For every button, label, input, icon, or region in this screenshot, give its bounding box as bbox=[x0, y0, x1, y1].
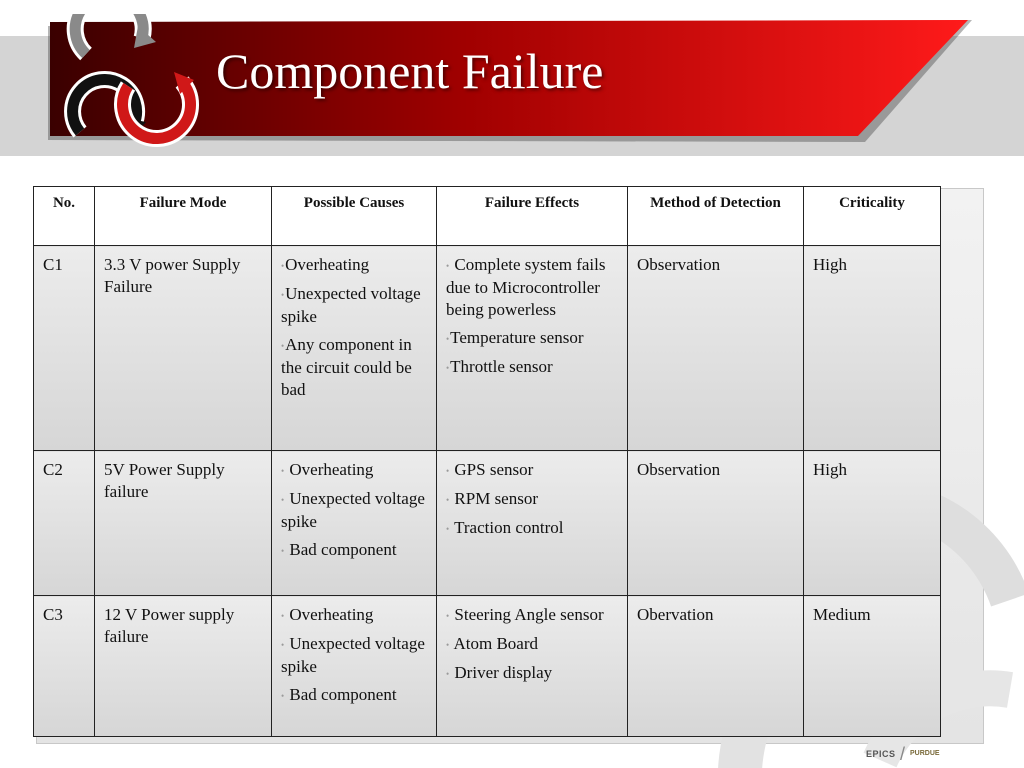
cell-possible-causes bbox=[272, 596, 437, 737]
cell-criticality: High bbox=[804, 451, 941, 596]
cause-item: • Bad component bbox=[281, 540, 397, 560]
cause-item: •Overheating bbox=[281, 255, 370, 274]
table-row bbox=[34, 246, 941, 451]
table-row bbox=[34, 451, 941, 596]
cell-failure-effects bbox=[437, 451, 628, 596]
slash-icon: / bbox=[900, 744, 906, 764]
cell-no: C3 bbox=[34, 596, 95, 737]
effect-item: •Temperature sensor bbox=[446, 328, 584, 348]
header-no: No. bbox=[34, 187, 95, 246]
table-row bbox=[34, 596, 941, 737]
cause-item: • Bad component bbox=[281, 685, 397, 705]
header-possible-causes: Possible Causes bbox=[272, 187, 437, 246]
cause-item: •Unexpected voltage spike bbox=[281, 284, 421, 327]
cell-possible-causes bbox=[272, 246, 437, 451]
effect-item: •Throttle sensor bbox=[446, 357, 553, 377]
cell-no: C2 bbox=[34, 451, 95, 596]
header-method-of-detection: Method of Detection bbox=[628, 187, 804, 246]
cause-item: • Overheating bbox=[281, 460, 374, 479]
effect-item: • GPS sensor bbox=[446, 460, 534, 479]
failure-mode-table bbox=[33, 186, 941, 737]
header-criticality: Criticality bbox=[804, 187, 941, 246]
cell-method-of-detection: Observation bbox=[628, 246, 804, 451]
effect-item: • Steering Angle sensor bbox=[446, 605, 604, 624]
cell-criticality: High bbox=[804, 246, 941, 451]
cell-failure-mode: 3.3 V power Supply Failure bbox=[95, 246, 272, 451]
cell-failure-effects bbox=[437, 246, 628, 451]
table-header-row bbox=[34, 187, 941, 246]
cell-failure-effects bbox=[437, 596, 628, 737]
effect-item: • Atom Board bbox=[446, 634, 538, 654]
effect-item: • Driver display bbox=[446, 663, 553, 683]
header-failure-effects: Failure Effects bbox=[437, 187, 628, 246]
slide-title: Component Failure bbox=[216, 43, 604, 99]
cell-failure-mode: 5V Power Supply failure bbox=[95, 451, 272, 596]
effect-item: • RPM sensor bbox=[446, 489, 539, 509]
cause-item: • Unexpected voltage spike bbox=[281, 489, 425, 532]
cause-item: •Any component in the circuit could be bad bbox=[281, 335, 412, 400]
footer-sub: PURDUE bbox=[910, 750, 940, 757]
effect-item: • Traction control bbox=[446, 518, 564, 538]
header-failure-mode: Failure Mode bbox=[95, 187, 272, 246]
epics-purdue-footer-logo bbox=[866, 746, 966, 764]
cell-failure-mode: 12 V Power supply failure bbox=[95, 596, 272, 737]
footer-brand: EPICS bbox=[866, 749, 896, 759]
triple-arrow-cycle-logo-icon bbox=[56, 14, 204, 148]
cell-no: C1 bbox=[34, 246, 95, 451]
effect-item: • Complete system fails due to Microcontroller being powerless bbox=[446, 255, 606, 320]
cause-item: • Overheating bbox=[281, 605, 374, 624]
cell-method-of-detection: Obervation bbox=[628, 596, 804, 737]
cell-criticality: Medium bbox=[804, 596, 941, 737]
cause-item: • Unexpected voltage spike bbox=[281, 634, 425, 677]
cell-possible-causes bbox=[272, 451, 437, 596]
cell-method-of-detection: Observation bbox=[628, 451, 804, 596]
